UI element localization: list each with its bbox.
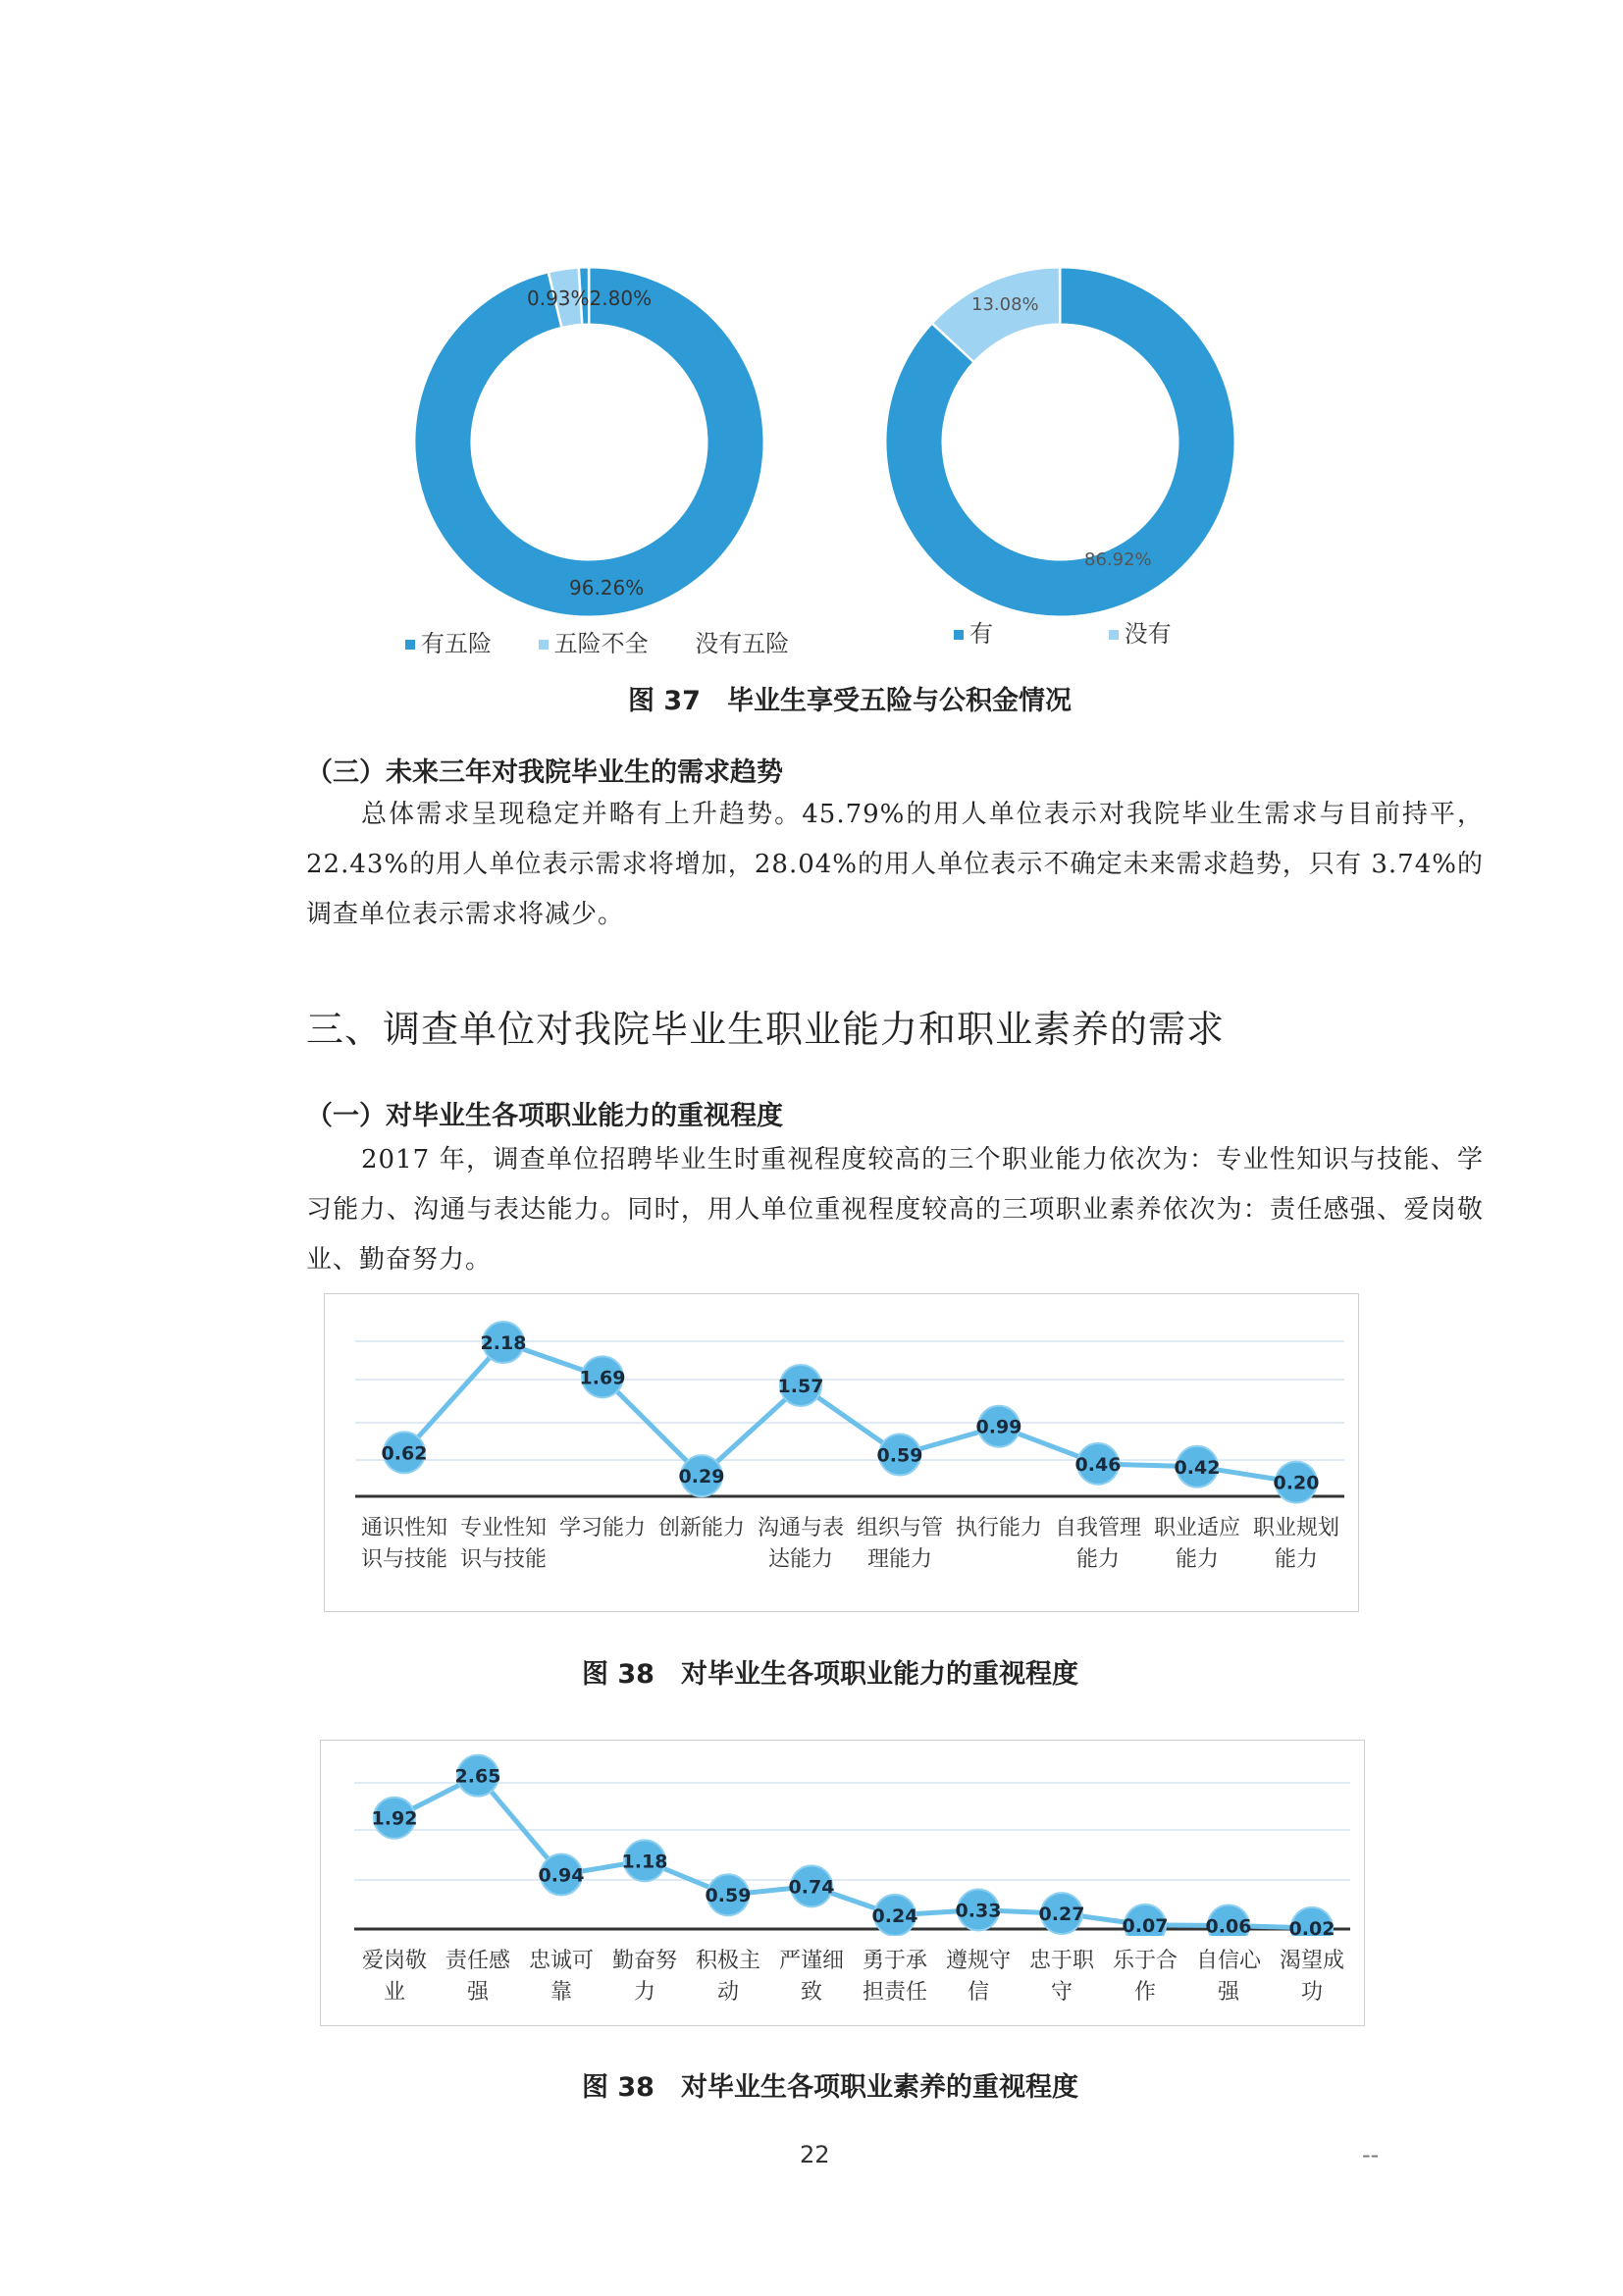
housing-fund-minor-slice-label: 13.08% xyxy=(971,294,1039,315)
category-label: 渴望成 功 xyxy=(1279,1949,1344,2005)
data-label: 0.99 xyxy=(975,1416,1022,1438)
data-label: 1.69 xyxy=(579,1367,626,1389)
category-label: 乐于合 作 xyxy=(1112,1949,1178,2005)
figure37-caption: 图 37 毕业生享受五险与公积金情况 xyxy=(628,686,1072,716)
data-label: 0.33 xyxy=(955,1900,1002,1922)
category-label: 创新能力 xyxy=(657,1516,745,1540)
category-label: 勇于承 担责任 xyxy=(862,1949,927,2005)
data-label: 0.24 xyxy=(871,1905,918,1927)
data-label: 0.46 xyxy=(1074,1453,1122,1476)
category-label: 自我管理 能力 xyxy=(1054,1516,1141,1572)
data-label: 0.62 xyxy=(381,1442,428,1465)
data-label: 0.42 xyxy=(1174,1456,1221,1479)
legend-item-partial-insurance: 五险不全 xyxy=(539,630,656,657)
page-number: 22 xyxy=(800,2141,830,2168)
category-label: 勤奋努 力 xyxy=(611,1949,677,2005)
category-label: 忠诚可 靠 xyxy=(528,1949,594,2005)
figure38-qualities-caption: 图 38 对毕业生各项职业素养的重视程度 xyxy=(582,2072,1078,2103)
data-label: 0.06 xyxy=(1205,1915,1252,1936)
insurance-main-slice-label: 96.26% xyxy=(569,576,645,600)
category-label: 严谨细 致 xyxy=(778,1949,844,2005)
data-label: 2.18 xyxy=(480,1332,527,1355)
qualities-category-labels xyxy=(320,1946,1365,2014)
data-label: 0.20 xyxy=(1273,1472,1320,1494)
legend-item-no-insurance: 没有五险 xyxy=(695,630,790,657)
donut-chart-insurance xyxy=(410,263,768,621)
data-label: 2.65 xyxy=(454,1765,501,1788)
insurance-legend xyxy=(405,624,817,658)
category-label: 爱岗敬 业 xyxy=(361,1949,427,2005)
data-label: 0.07 xyxy=(1122,1914,1169,1936)
legend-item-without-fund: 没有 xyxy=(1109,620,1172,648)
donut-chart-housing-fund xyxy=(881,263,1239,621)
legend-swatch-light xyxy=(1109,630,1119,640)
paragraph-demand-trend: 总体需求呈现稳定并略有上升趋势。45.79%的用人单位表示对我院毕业生需求与目前持平，22.43%的用人单位表示需求将增加，28.04%的用人单位表示不确定未来需求趋势，只有 3.74%的调查单位表示需求将减少。 xyxy=(306,800,1484,929)
qualities-line-chart xyxy=(320,1740,1365,1936)
figure38-abilities-caption: 图 38 对毕业生各项职业能力的重视程度 xyxy=(582,1659,1078,1690)
category-label: 忠于职 守 xyxy=(1028,1949,1094,2005)
legend-swatch-light xyxy=(539,640,549,650)
data-label: 0.59 xyxy=(876,1444,923,1467)
data-label: 0.02 xyxy=(1288,1917,1335,1936)
insurance-small-slices-label: 0.93%2.80% xyxy=(527,287,653,310)
subsection-heading-demand-trend: （三）未来三年对我院毕业生的需求趋势 xyxy=(306,757,783,788)
category-label: 遵规守 信 xyxy=(945,1949,1011,2005)
category-label: 通识性知 识与技能 xyxy=(360,1516,447,1572)
data-label: 0.94 xyxy=(538,1864,585,1887)
category-label: 职业适应 能力 xyxy=(1153,1516,1240,1572)
data-label: 1.18 xyxy=(621,1851,668,1873)
data-label: 0.59 xyxy=(705,1885,752,1907)
category-label: 职业规划 能力 xyxy=(1252,1516,1339,1572)
legend-swatch-main xyxy=(954,630,964,640)
paragraph-abilities: 2017 年，调查单位招聘毕业生时重视程度较高的三个职业能力依次为：专业性知识与技能、学习能力、沟通与表达能力。同时，用人单位重视程度较高的三项职业素养依次为：责任感强、爱岗敬业、勤奋努力。 xyxy=(306,1145,1484,1275)
category-label: 组织与管 理能力 xyxy=(856,1516,943,1572)
legend-item-with-insurance: 有五险 xyxy=(405,630,499,657)
corner-mark: -- xyxy=(1362,2141,1380,2168)
abilities-line-chart xyxy=(324,1293,1359,1504)
data-label: 1.92 xyxy=(371,1807,418,1830)
data-label: 1.57 xyxy=(777,1375,824,1397)
legend-item-with-fund: 有 xyxy=(954,620,1001,648)
category-label: 沟通与表 达能力 xyxy=(757,1516,844,1572)
section-title: 三、调查单位对我院毕业生职业能力和职业素养的需求 xyxy=(306,1008,1226,1051)
housing-fund-legend xyxy=(954,614,1248,649)
category-label: 责任感 强 xyxy=(445,1949,510,2005)
category-label: 专业性知 识与技能 xyxy=(459,1516,547,1572)
housing-fund-main-slice-label: 86.92% xyxy=(1084,549,1152,570)
legend-swatch-main xyxy=(405,640,415,650)
category-label: 自信心 强 xyxy=(1195,1949,1261,2005)
data-label: 0.74 xyxy=(788,1876,835,1899)
data-label: 0.29 xyxy=(678,1466,725,1488)
data-line xyxy=(394,1776,1312,1928)
category-label: 积极主 动 xyxy=(695,1949,760,2005)
category-label: 执行能力 xyxy=(955,1516,1042,1540)
data-label: 0.27 xyxy=(1038,1904,1085,1926)
subsection-heading-abilities: （一）对毕业生各项职业能力的重视程度 xyxy=(306,1101,783,1131)
abilities-category-labels xyxy=(324,1513,1359,1582)
data-line xyxy=(404,1342,1296,1483)
category-label: 学习能力 xyxy=(558,1516,646,1540)
